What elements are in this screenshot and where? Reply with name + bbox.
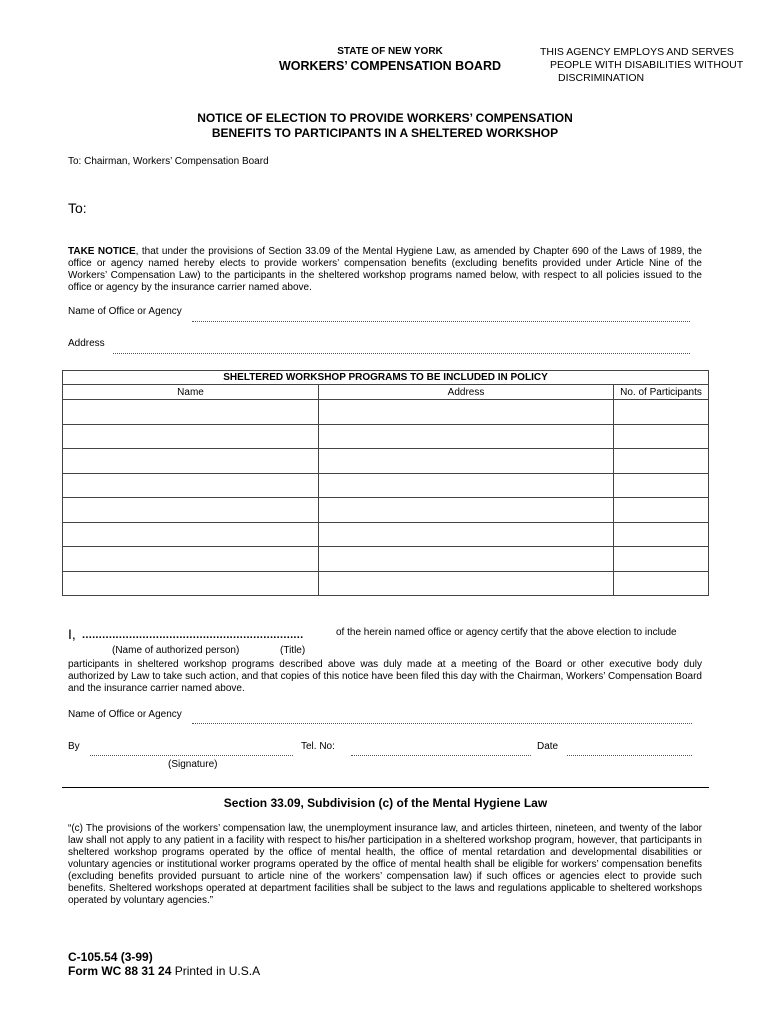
cell-address[interactable] [319, 400, 614, 425]
to-label: To: [68, 200, 87, 216]
signature-field[interactable] [90, 755, 293, 756]
cell-name[interactable] [63, 449, 319, 474]
agency-line-2: PEOPLE WITH DISABILITIES WITHOUT [550, 59, 744, 71]
to-chairman: To: Chairman, Workers’ Compensation Board [68, 156, 269, 167]
by-label: By [68, 741, 80, 752]
section-text: “(c) The provisions of the workers’ compensation law, the unemployment insurance law, and articles thirteen, nineteen, and twenty of the labor law shall not apply to any patient in a facility with respect to his/her participation in a sheltered workshop program, however, that participants in sheltered workshop programs operated by the office of mental health, the office of mental retardation and developmental disabilities or voluntary agencies or institutional worker programs operated by the office of mental health shall be eligible for workers’ compensation benefits (excluding benefits provided pursuant to article nine of the workers’ compensation law) if such offices or agencies elect to provide such benefits. Sheltered workshops operated at department facilities shall be subject to the laws and regulations applicable to sheltered workshops operated by voluntary agencies.” [68, 823, 702, 906]
cert-text: of the herein named office or agency certify that the above election to include [336, 627, 677, 638]
notice-paragraph [68, 246, 702, 294]
form-title-line-1: NOTICE OF ELECTION TO PROVIDE WORKERS’ COMPENSATION [197, 111, 573, 125]
table-row [63, 400, 709, 425]
cell-participants[interactable] [614, 571, 709, 596]
notice-text: , that under the provisions of Section 33.09 of the Mental Hygiene Law, as amended by Chapter 690 of the Laws of 1989, the office or agency named hereby elects to provide workers’ compensation benefits (excluding benefits provided under Article Nine of the Workers’ Compensation Law) to the participants in the sheltered workshop programs named below, with respect to all policies issued to the office or agency by the insurance carrier named above. [68, 246, 702, 293]
address-field[interactable] [113, 353, 690, 354]
cell-name[interactable] [63, 473, 319, 498]
cell-address[interactable] [319, 424, 614, 449]
i-label: I, [68, 626, 76, 642]
form-title-line-2: BENEFITS TO PARTICIPANTS IN A SHELTERED WORKSHOP [211, 126, 559, 140]
table-row [63, 522, 709, 547]
office-label: Name of Office or Agency [68, 306, 182, 317]
section-title: Section 33.09, Subdivision (c) of the Mental Hygiene Law [223, 796, 548, 810]
agency-line-3: DISCRIMINATION [558, 72, 645, 84]
cell-name[interactable] [63, 424, 319, 449]
cell-name[interactable] [63, 571, 319, 596]
cell-participants[interactable] [614, 400, 709, 425]
column-name: Name [63, 385, 319, 400]
form-number [68, 964, 260, 978]
agency-line-1: THIS AGENCY EMPLOYS AND SERVES [540, 46, 734, 58]
cell-name[interactable] [63, 522, 319, 547]
table-caption: SHELTERED WORKSHOP PROGRAMS TO BE INCLUDED IN POLICY [63, 371, 709, 385]
cell-name[interactable] [63, 547, 319, 572]
signature-caption: (Signature) [168, 759, 218, 770]
table-row [63, 498, 709, 523]
office-field[interactable] [192, 321, 690, 322]
programs-table [62, 370, 709, 596]
column-participants: No. of Participants [614, 385, 709, 400]
header-state: STATE OF NEW YORK [337, 46, 443, 57]
table-row [63, 571, 709, 596]
agency-statement [540, 46, 750, 85]
date-label: Date [537, 741, 559, 752]
address-label: Address [68, 338, 105, 349]
cell-name[interactable] [63, 498, 319, 523]
cell-address[interactable] [319, 522, 614, 547]
form-code: C-105.54 (3-99) [68, 950, 153, 964]
table-row [63, 547, 709, 572]
notice-bold: TAKE NOTICE [68, 246, 136, 257]
cell-address[interactable] [319, 473, 614, 498]
cell-participants[interactable] [614, 449, 709, 474]
form-number-rest: Printed in U.S.A [171, 964, 261, 978]
cell-address[interactable] [319, 449, 614, 474]
table-row [63, 424, 709, 449]
cell-address[interactable] [319, 571, 614, 596]
cell-participants[interactable] [614, 498, 709, 523]
cell-address[interactable] [319, 547, 614, 572]
cell-participants[interactable] [614, 424, 709, 449]
section-divider [62, 787, 709, 788]
table-row [63, 449, 709, 474]
cell-participants[interactable] [614, 473, 709, 498]
cell-participants[interactable] [614, 522, 709, 547]
tel-label: Tel. No: [301, 741, 335, 752]
office-label-2: Name of Office or Agency [68, 709, 182, 720]
header-board: WORKERS’ COMPENSATION BOARD [279, 59, 501, 73]
cell-name[interactable] [63, 400, 319, 425]
title-caption: (Title) [280, 645, 306, 656]
office-field-2[interactable] [192, 723, 692, 724]
certification-body: participants in sheltered workshop programs described above was duly made at a meeting of the Board or other executive body duly authorized by Law to take such action, and that copies of this notice have been filed this day with the Chairman, Workers’ Compensation Board and the insurance carrier named above. [68, 659, 702, 694]
cell-participants[interactable] [614, 547, 709, 572]
name-caption: (Name of authorized person) [112, 645, 240, 656]
form-title [90, 111, 680, 141]
table-row [63, 473, 709, 498]
authorized-person-field[interactable]: .................................................................. [82, 629, 304, 641]
column-address: Address [319, 385, 614, 400]
date-field[interactable] [567, 755, 692, 756]
tel-field[interactable] [351, 755, 531, 756]
form-number-bold: Form WC 88 31 24 [68, 964, 172, 978]
cell-address[interactable] [319, 498, 614, 523]
